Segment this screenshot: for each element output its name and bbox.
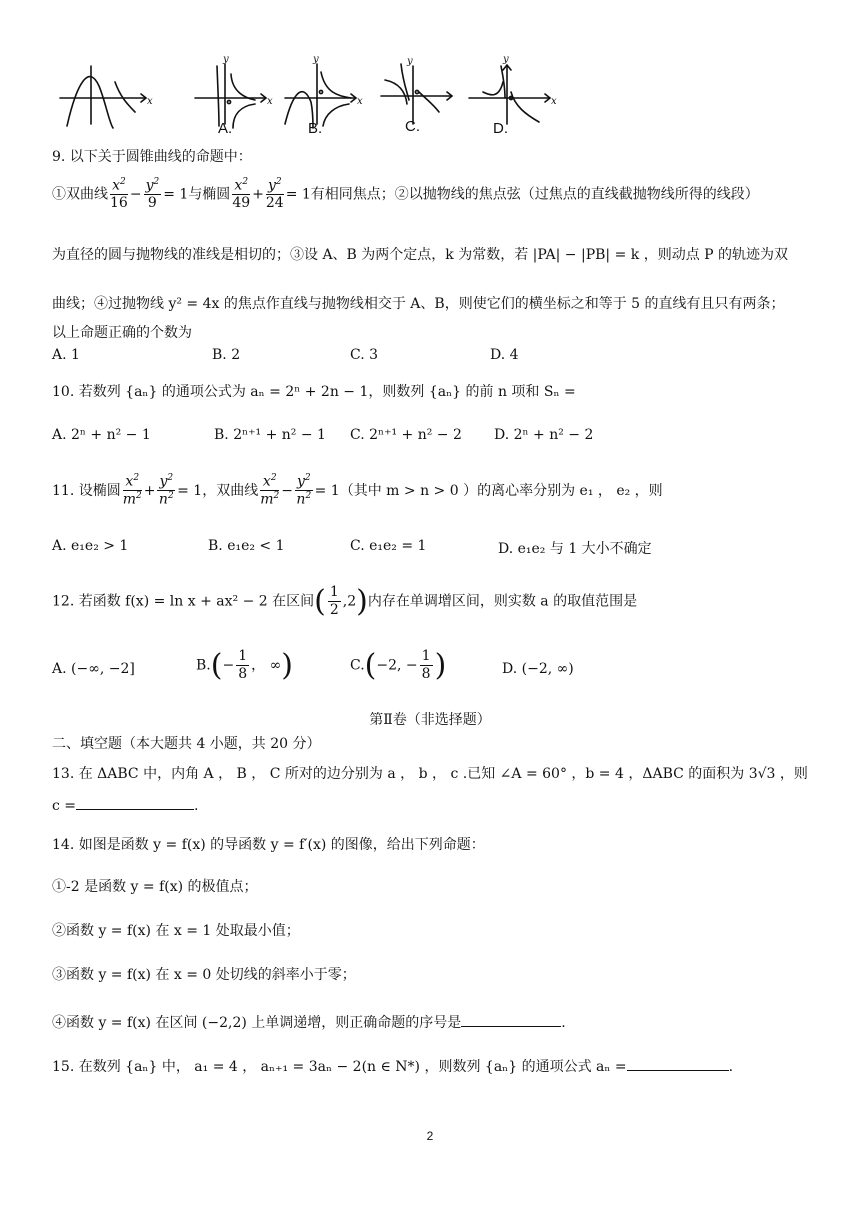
svg-text:x: x [551, 96, 557, 107]
q14-item-1: ①-2 是函数 y = f(x) 的极值点； [52, 879, 258, 895]
sketch-label-b: B. [308, 120, 323, 137]
section-title: 第Ⅱ卷（非选择题） [369, 712, 491, 728]
q15-text: 15. 在数列 {aₙ} 中， a₁ = 4 ， aₙ₊₁ = 3aₙ − 2(n ∈ N*) ，则数列 {aₙ} 的通项公式 aₙ = [52, 1059, 627, 1075]
q13-line2 [52, 798, 198, 814]
q9-l1-a: ①双曲线 [52, 186, 108, 203]
q12-frac-half: $\frac{1}{2}$ [329, 584, 339, 618]
q12-option-b: B.(− $\frac{1}{8}$ ， ∞) [196, 648, 293, 683]
fill-heading: 二、填空题（本大题共 4 小题，共 20 分） [52, 736, 321, 752]
q13-line1: 13. 在 ΔABC 中，内角 A ， B ， C 所对的边分别为 a ， b ， c .已知 ∠A = 60° ，b = 4 ，ΔABC 的面积为 3√3 ，则 [52, 766, 808, 782]
q11-option-c: C. e₁e₂ = 1 [350, 538, 427, 554]
q11-frac-y2-n2-b: $\frac{y^2}{n^2}$ [296, 473, 312, 508]
svg-text:y: y [407, 56, 413, 67]
q14-item-4-text: ④函数 y = f(x) 在区间 (−2,2) 上单调递增，则正确命题的序号是 [52, 1015, 462, 1031]
q11-option-b: B. e₁e₂ < 1 [208, 538, 285, 554]
q14-item-3: ③函数 y = f(x) 在 x = 0 处切线的斜率小于零； [52, 967, 356, 983]
q9-frac-x2-49: $\frac{x^2}{49}$ [232, 177, 251, 212]
svg-text:y: y [503, 54, 509, 65]
q9-line3: 曲线；④过抛物线 y² = 4x 的焦点作直线与抛物线相交于 A、B，则使它们的横坐标之和等于 5 的直线有且只有两条； [52, 296, 785, 312]
sketch-b [285, 54, 363, 128]
q10-option-a: A. 2ⁿ + n² − 1 [52, 427, 151, 443]
svg-text:x: x [267, 96, 273, 107]
q11-a: 11. 设椭圆 [52, 482, 121, 499]
svg-text:x: x [147, 96, 153, 107]
q9-line2: 为直径的圆与抛物线的准线是相切的；③设 A、B 为两个定点，k 为常数，若 |PA| − |PB| = k ，则动点 P 的轨迹为双 [52, 247, 789, 263]
q14-end: . [561, 1015, 566, 1031]
q13-answer-blank[interactable] [76, 809, 194, 810]
q15-end: . [728, 1059, 734, 1075]
q9-line4: 以上命题正确的个数为 [52, 325, 192, 341]
q11-frac-x2-m2: $\frac{x^2}{m^2}$ [122, 473, 142, 508]
q11-frac-x2-m2-b: $\frac{x^2}{m^2}$ [260, 473, 280, 508]
q11-option-d: D. e₁e₂ 与 1 大小不确定 [498, 541, 652, 557]
q11-stem: 11. 设椭圆 $\frac{x^2}{m^2}$ + $\frac{y^2}{n^2}$ = 1，双曲线 $\frac{x^2}{m^2}$ − $\frac{y^2}{n^2}$ = 1（其中 m > n > 0 ）的离心率分别为 e₁ ， e₂ ，则 [52, 473, 663, 508]
q9-frac-y2-24: $\frac{y^2}{24}$ [265, 177, 284, 212]
svg-text:y: y [223, 54, 229, 65]
q12-option-c-label: C. [350, 657, 365, 674]
q12-stem: 12. 若函数 f(x) = ln x + ax² − 2 在区间( $\frac{1}{2}$ ,2)内存在单调增区间，则实数 a 的取值范围是 [52, 584, 638, 619]
q12-option-a: A. (−∞, −2] [52, 661, 135, 677]
q14-stem: 14. 如图是函数 y = f(x) 的导函数 y = f′(x) 的图像，给出下列命题： [52, 837, 485, 853]
q10-option-b: B. 2ⁿ⁺¹ + n² − 1 [214, 427, 326, 443]
q9-stem: 9. 以下关于圆锥曲线的命题中： [52, 149, 252, 165]
q9-option-c: C. 3 [350, 347, 379, 363]
q14-item-4 [52, 1012, 566, 1032]
q9-option-b: B. 2 [212, 347, 241, 363]
q14-answer-blank[interactable] [461, 1026, 561, 1027]
q10-stem: 10. 若数列 {aₙ} 的通项公式为 aₙ = 2ⁿ + 2n − 1，则数列 {aₙ} 的前 n 项和 Sₙ = [52, 384, 576, 400]
q12-a: 12. 若函数 f(x) = ln x + ax² − 2 在区间 [52, 593, 315, 610]
q9-option-a: A. 1 [52, 347, 80, 363]
q10-option-d: D. 2ⁿ + n² − 2 [494, 427, 594, 443]
q9-frac-y2-9: $\frac{y^2}{9}$ [145, 177, 160, 212]
q10-option-c: C. 2ⁿ⁺¹ + n² − 2 [350, 427, 462, 443]
page-number: 2 [426, 1129, 434, 1143]
q9-option-d: D. 4 [490, 347, 519, 363]
q15-stem [52, 1056, 733, 1076]
q14-item-2: ②函数 y = f(x) 在 x = 1 处取最小值； [52, 923, 300, 939]
q12-option-c: C.(−2, − $\frac{1}{8}$ ) [350, 648, 447, 683]
q12-option-b-label: B. [196, 657, 211, 674]
q11-b: ，双曲线 [202, 482, 259, 499]
sketch-a [195, 54, 273, 128]
sketch-c [381, 56, 452, 124]
q11-c: （其中 m > n > 0 ）的离心率分别为 e₁ ， e₂ ，则 [339, 482, 663, 499]
q9-l1-c: 有相同焦点；②以抛物线的焦点弦（过焦点的直线截抛物线所得的线段） [310, 186, 759, 203]
q9-frac-x2-16: $\frac{x^2}{16}$ [110, 177, 128, 212]
q12-option-d: D. (−2, ∞) [502, 661, 574, 677]
sketch-original [60, 66, 153, 128]
q11-frac-y2-n2: $\frac{y^2}{n^2}$ [158, 473, 174, 508]
sketch-label-c: C. [405, 118, 420, 135]
q11-option-a: A. e₁e₂ > 1 [52, 538, 129, 554]
q13-end: . [194, 798, 199, 814]
q9-l1-b: 与椭圆 [188, 186, 231, 203]
q15-answer-blank[interactable] [627, 1070, 729, 1071]
svg-text:x: x [357, 96, 363, 107]
q9-line1: ①双曲线 $\frac{x^2}{16}$ − $\frac{y^2}{9}$ = 1与椭圆 $\frac{x^2}{49}$ + $\frac{y^2}{24}$ = 1有相同焦点；②以抛物线的焦点弦（过焦点的直线截抛物线所得的线段） [52, 177, 759, 212]
svg-text:y: y [313, 54, 319, 65]
sketch-label-d: D. [493, 120, 508, 137]
q12-b: 内存在单调增区间，则实数 a 的取值范围是 [367, 593, 638, 610]
sketch-d [469, 54, 557, 124]
sketch-label-a: A. [218, 120, 233, 137]
q13-c-label: c = [52, 798, 77, 814]
